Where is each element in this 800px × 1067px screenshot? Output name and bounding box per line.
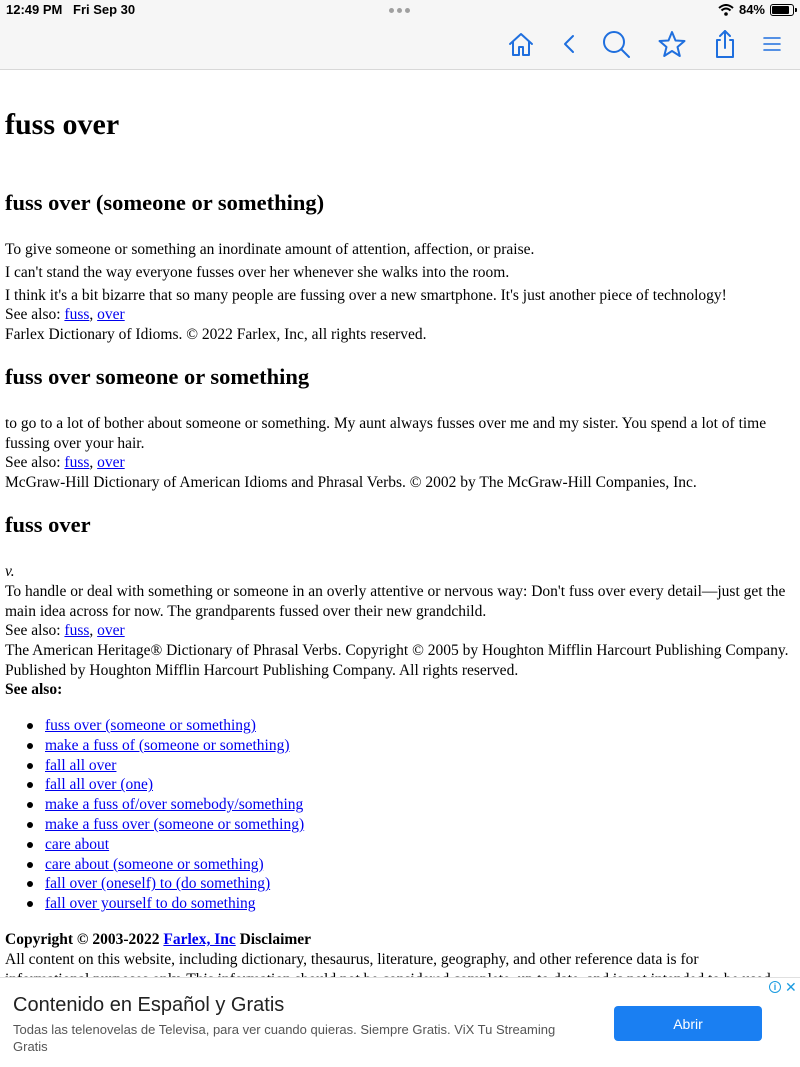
- entry-heading: fuss over (someone or something): [5, 190, 325, 215]
- copyright-text: Copyright © 2003-2022: [5, 931, 160, 948]
- link-fuss[interactable]: fuss: [64, 306, 90, 323]
- see-also-label: See also:: [5, 454, 61, 471]
- status-date: Fri Sep 30: [73, 2, 136, 17]
- see-also-link[interactable]: make a fuss of/over somebody/something: [45, 796, 304, 814]
- farlex-link[interactable]: Farlex, Inc: [163, 931, 236, 948]
- back-icon[interactable]: [553, 28, 585, 60]
- entry-see-also: See also: fuss, over: [5, 454, 125, 471]
- link-fuss[interactable]: fuss: [64, 454, 90, 471]
- browser-toolbar: [0, 20, 800, 70]
- search-icon[interactable]: [600, 28, 632, 60]
- list-item: [23, 815, 304, 835]
- see-also-link[interactable]: fall all over: [45, 756, 117, 774]
- ad-info-icon[interactable]: i: [769, 981, 781, 993]
- entry-definition: to go to a lot of bother about someone or something. My aunt always fusses over me and my sister. You spend a lot of time fussing over your hair.: [5, 415, 767, 452]
- link-over[interactable]: over: [97, 454, 125, 471]
- copyright-line: [5, 930, 795, 950]
- list-item: [23, 795, 304, 815]
- entry-part-of-speech: v.: [5, 563, 15, 580]
- ad-description: Todas las telenovelas de Televisa, para ver cuando quieras. Siempre Gratis. ViX Tu Streaming Gratis: [13, 1022, 556, 1054]
- see-also-label: See also:: [5, 306, 61, 323]
- see-also-link[interactable]: fall all over (one): [45, 776, 154, 794]
- share-icon[interactable]: [709, 28, 741, 60]
- status-bar: [0, 0, 800, 20]
- see-also-label: See also:: [5, 622, 61, 639]
- entry-definition: To give someone or something an inordinate amount of attention, affection, or praise.: [5, 241, 535, 258]
- list-item: [23, 775, 304, 795]
- entry-heading: fuss over: [5, 512, 91, 537]
- multitasking-dots-icon[interactable]: [389, 8, 410, 13]
- wifi-icon: [718, 4, 734, 16]
- entry-definition: To handle or deal with something or someone in an overly attentive or nervous way: Don't fuss over every detail—just get the main idea across for now. The grandparents fussed over their new grandchild.: [5, 583, 786, 620]
- list-item: [23, 874, 304, 894]
- entry-example: I think it's a bit bizarre that so many people are fussing over a new smartphone. It's just another piece of technology!: [5, 287, 727, 304]
- battery-percent: 84%: [738, 2, 765, 17]
- home-icon[interactable]: [505, 28, 537, 60]
- entry-heading: fuss over someone or something: [5, 364, 310, 389]
- ad-close-icon[interactable]: ✕: [785, 979, 797, 995]
- see-also-link[interactable]: care about (someone or something): [45, 855, 264, 873]
- entry-example: I can't stand the way everyone fusses over her whenever she walks into the room.: [5, 264, 510, 281]
- entry-source: Farlex Dictionary of Idioms. © 2022 Farlex, Inc, all rights reserved.: [5, 326, 427, 343]
- list-item: [23, 835, 304, 855]
- see-also-link[interactable]: fall over (oneself) to (do something): [45, 875, 271, 893]
- list-item: [23, 716, 304, 736]
- disclaimer-text: All content on this website, including dictionary, thesaurus, literature, geography, and other reference data is for: [5, 951, 699, 968]
- page-title: fuss over: [5, 108, 120, 141]
- ad-open-button[interactable]: Abrir: [614, 1006, 762, 1041]
- see-also-link[interactable]: make a fuss of (someone or something): [45, 736, 290, 754]
- entry-source: The American Heritage® Dictionary of Phrasal Verbs. Copyright © 2005 by Houghton Mifflin Harcourt Publishing Company. Published by Houghton Mifflin Harcourt Publishing Company. All rights reserved.: [5, 642, 789, 679]
- list-item: [23, 736, 304, 756]
- battery-icon: [770, 4, 794, 16]
- list-item: [23, 756, 304, 776]
- ad-title[interactable]: Contenido en Español y Gratis: [13, 994, 285, 1016]
- see-also-link[interactable]: fuss over (someone or something): [45, 717, 256, 734]
- list-item: [23, 894, 304, 914]
- status-indicators: [718, 2, 794, 17]
- star-icon[interactable]: [656, 28, 688, 60]
- link-fuss[interactable]: fuss: [64, 622, 90, 639]
- see-also-link[interactable]: fall over yourself to do something: [45, 895, 256, 913]
- link-over[interactable]: over: [97, 622, 125, 639]
- entry-see-also: See also: fuss, over: [5, 306, 125, 323]
- menu-icon[interactable]: [756, 28, 788, 60]
- list-item: [23, 855, 304, 875]
- see-also-list: [23, 716, 304, 914]
- status-time: 12:49 PM: [6, 2, 63, 17]
- entry-see-also: See also: fuss, over: [5, 622, 125, 639]
- link-over[interactable]: over: [97, 306, 125, 323]
- see-also-link[interactable]: make a fuss over (someone or something): [45, 815, 305, 833]
- see-also-heading: See also:: [5, 681, 63, 698]
- see-also-link[interactable]: care about: [45, 835, 110, 853]
- ad-banner[interactable]: [0, 977, 800, 1067]
- entry-source: McGraw-Hill Dictionary of American Idioms and Phrasal Verbs. © 2002 by The McGraw-Hill Companies, Inc.: [5, 474, 697, 491]
- disclaimer-label: Disclaimer: [239, 931, 312, 948]
